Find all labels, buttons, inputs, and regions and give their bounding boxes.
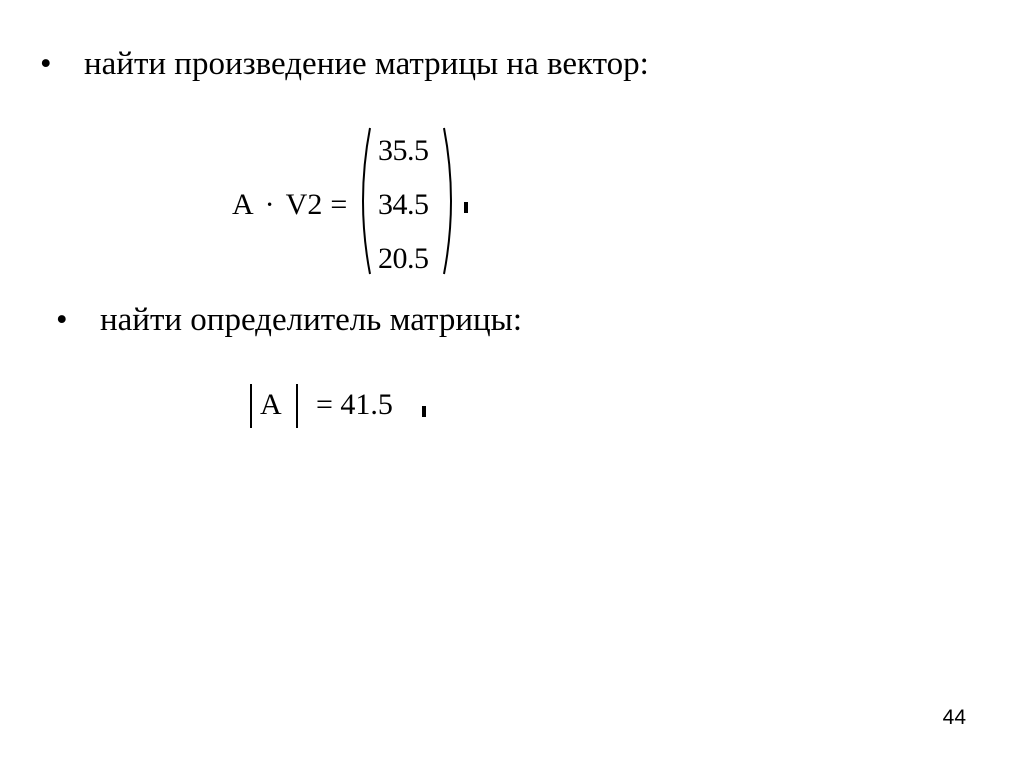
result-entry-1: 35.5 (378, 134, 429, 167)
determinant-formula (248, 382, 448, 432)
determinant-value: 41.5 (340, 388, 393, 421)
matrix-symbol: A (232, 188, 254, 221)
matrix-symbol: A (260, 388, 282, 421)
left-paren (363, 128, 370, 274)
bullet-item-determinant (56, 302, 522, 339)
formula-lhs (232, 188, 347, 222)
result-entry-2: 34.5 (378, 188, 429, 221)
determinant-rhs (316, 388, 393, 422)
equals-sign: = (330, 188, 348, 221)
bullet-item-product (40, 46, 649, 83)
bullet-text: найти определитель матрицы: (100, 302, 523, 338)
bullet-marker: • (40, 46, 52, 82)
abs-bar-left (250, 384, 252, 428)
slide-number: 44 (942, 706, 966, 729)
equals-sign: = (316, 388, 333, 421)
result-entry-3: 20.5 (378, 242, 429, 275)
multiply-operator: · (264, 188, 275, 221)
bullet-text: найти произведение матрицы на вектор: (84, 46, 649, 82)
matrix-vector-product-formula (232, 122, 472, 280)
right-paren (444, 128, 451, 274)
abs-bar-right (296, 384, 298, 428)
terminator-mark (422, 406, 426, 417)
vector-symbol: V2 (285, 188, 323, 221)
terminator-mark (464, 202, 468, 213)
bullet-marker: • (56, 302, 68, 338)
